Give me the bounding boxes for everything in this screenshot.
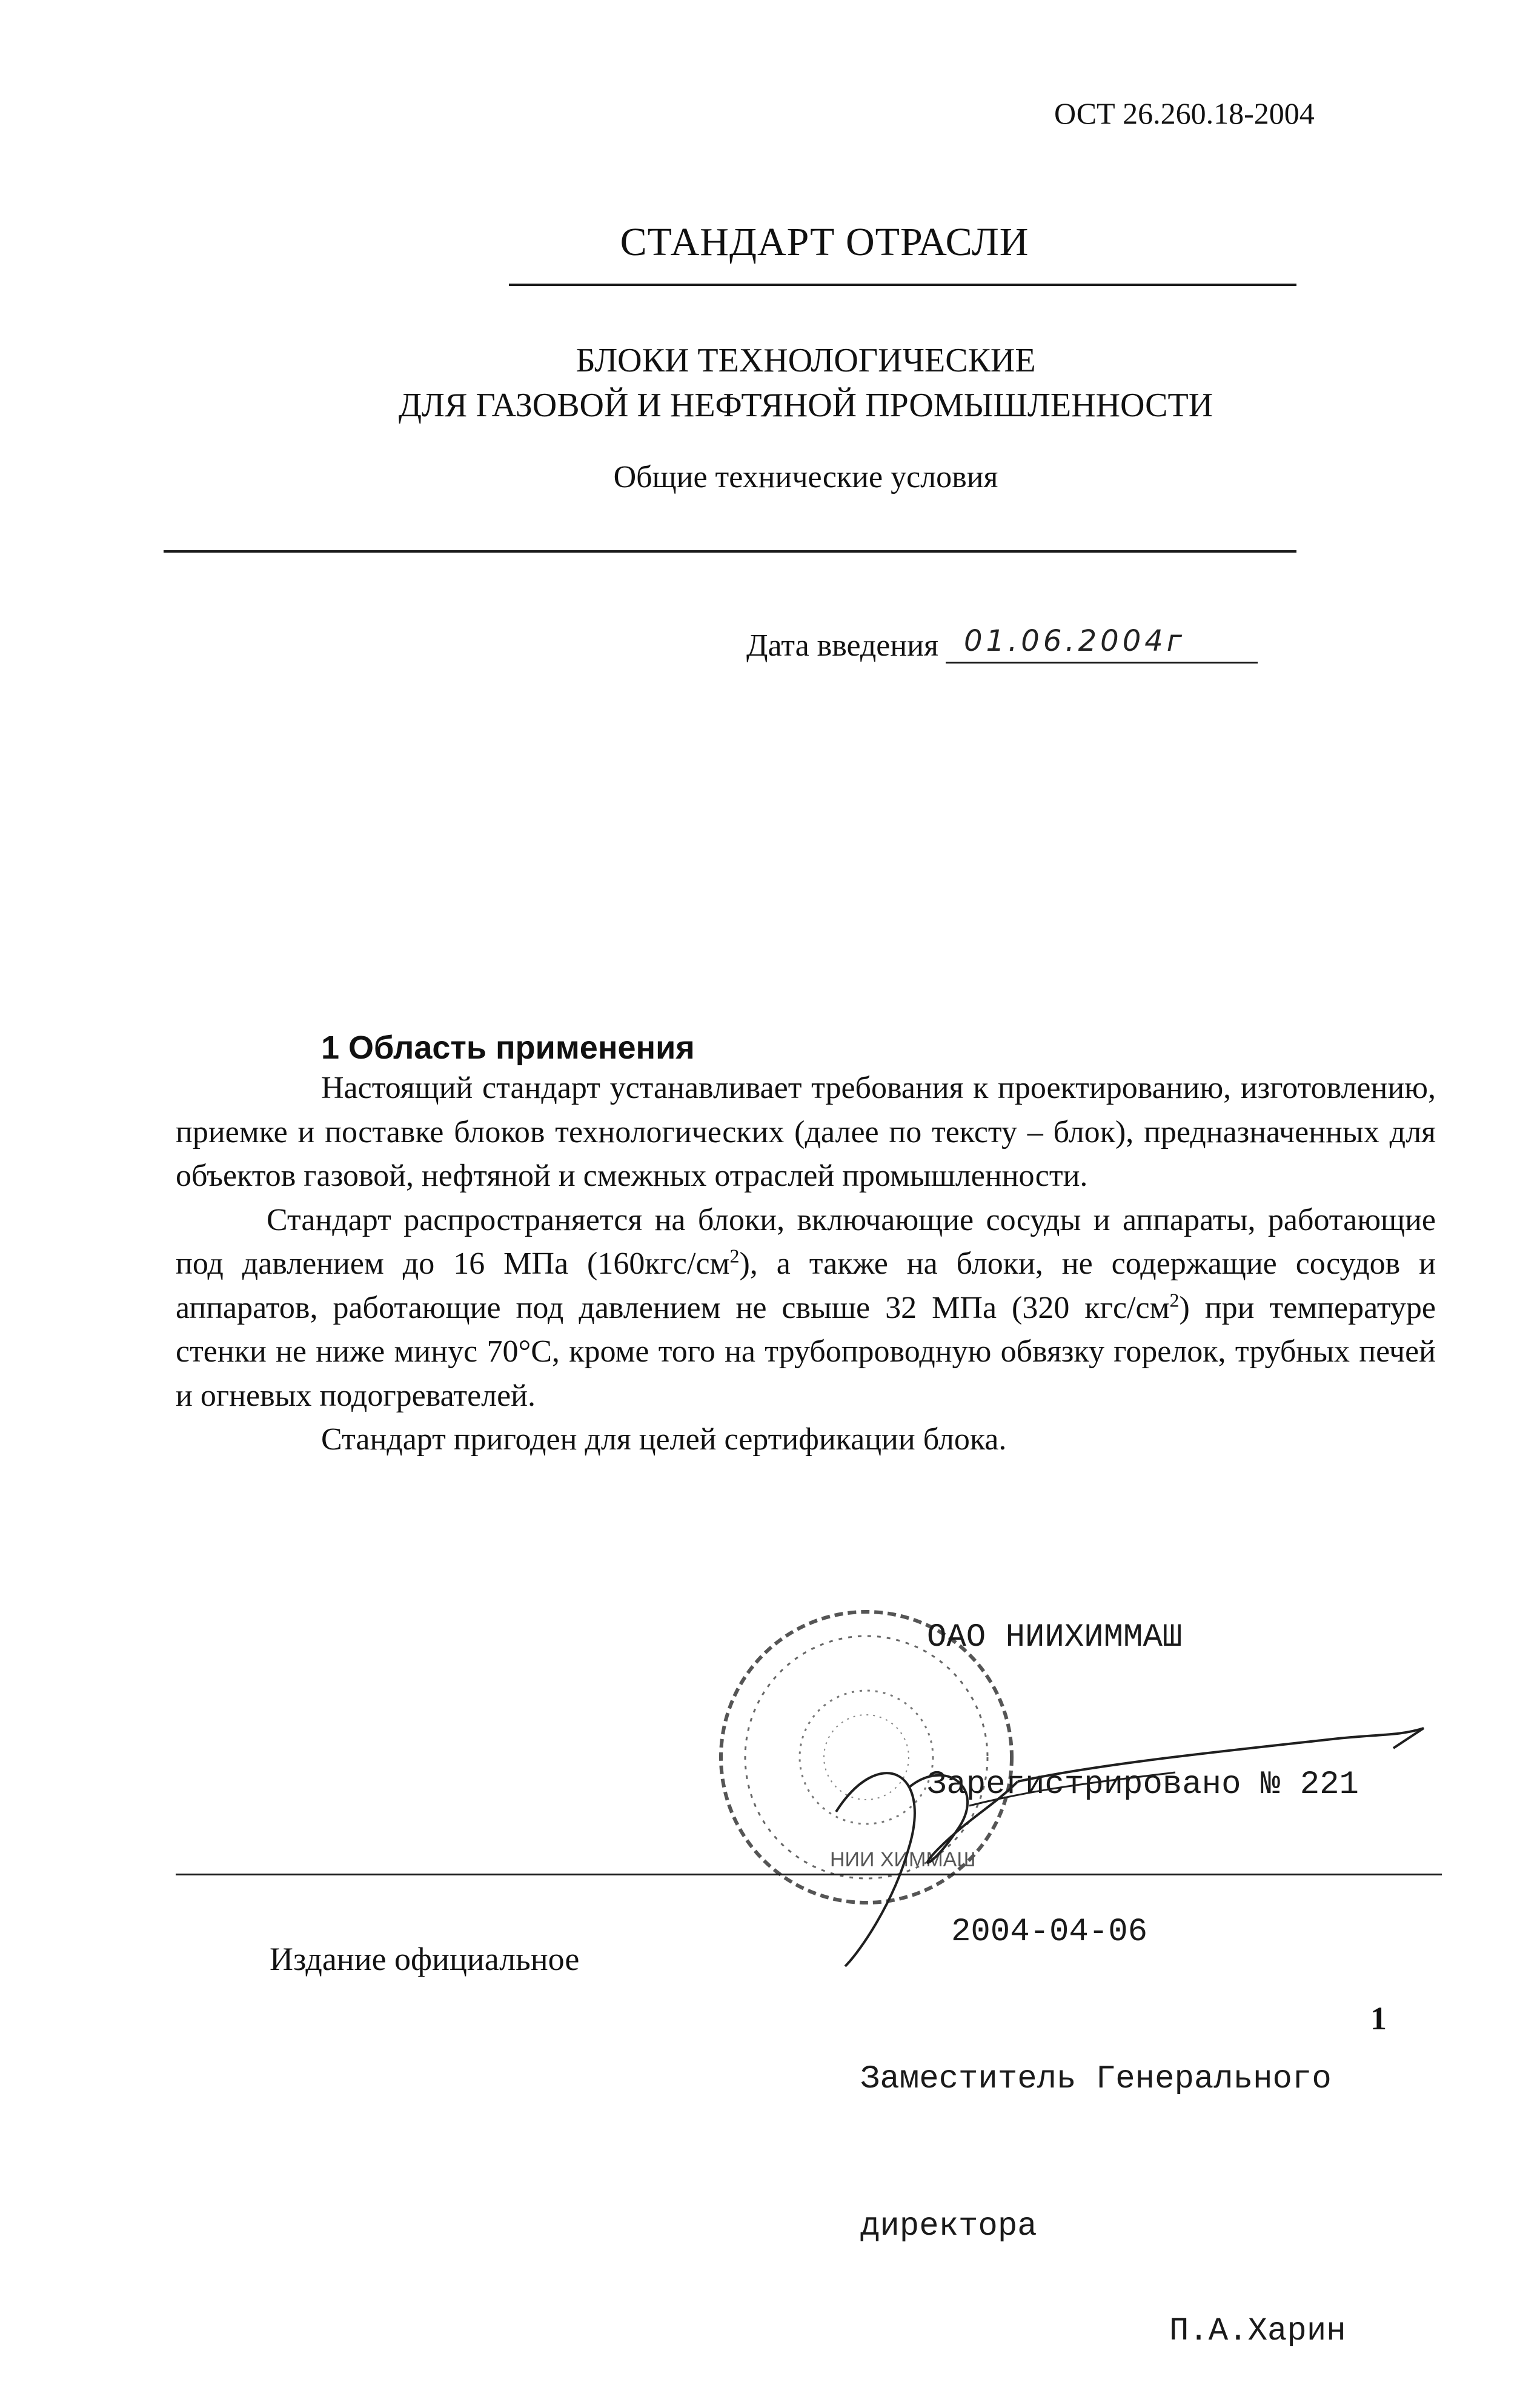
section-1-heading: 1 Область применения [321, 1030, 695, 1066]
registration-signatory: П.А.Харин [1169, 2313, 1346, 2350]
title-rule [509, 284, 1296, 286]
registration-date: 2004-04-06 [951, 1914, 1148, 1951]
registration-number: Зарегистрировано № 221 [927, 1766, 1359, 1803]
edition-label: Издание официальное [270, 1941, 580, 1977]
standard-subtitle: Общие технические условия [613, 460, 998, 494]
paragraph-applicability-part-b: ), а также на блоки, не содержащие сосудов и аппаратов, работающие под давлением не свыше 32 МПа (320 кгс/см [176, 1246, 1436, 1325]
paragraph-certification: Стандарт пригоден для целей сертификации блока. [321, 1422, 1007, 1457]
registration-position-line-1: Заместитель Генерального [860, 2061, 1332, 2098]
registration-organization: ОАО НИИХИММАШ [927, 1619, 1183, 1656]
document-code: ОСТ 26.260.18-2004 [1054, 96, 1315, 130]
paragraph-applicability-part-c: ) при температуре стенки не ниже минус 70°С, кроме того на трубопроводную обвязку горелок, трубных печей и огневых подогревателей. [176, 1290, 1436, 1413]
superscript-2a: 2 [729, 1245, 740, 1267]
standard-name-line-2: ДЛЯ ГАЗОВОЙ И НЕФТЯНОЙ ПРОМЫШЛЕННОСТИ [398, 387, 1213, 424]
introduction-date-handwritten: 01.06.2004г [963, 624, 1186, 658]
superscript-2b: 2 [1169, 1289, 1180, 1311]
introduction-date-field [946, 624, 1258, 664]
section-1-body [176, 1066, 1436, 1462]
handwritten-signature [788, 1691, 1454, 1969]
introduction-date-label: Дата введения [746, 628, 938, 663]
standard-name-line-1: БЛОКИ ТЕХНОЛОГИЧЕСКИЕ [576, 342, 1036, 379]
standard-name [182, 338, 1430, 428]
paragraph-scope: Настоящий стандарт устанавливает требования к проектированию, изготовлению, приемке и поставке блоков технологических (далее по тексту – блок), предназначенных для объектов газовой, нефтяной и смежных отраслей промышленности. [176, 1071, 1436, 1193]
introduction-date-row [746, 624, 1258, 664]
footer-rule [176, 1874, 1442, 1875]
page-number: 1 [1370, 2000, 1387, 2037]
paragraph-applicability [176, 1199, 1436, 1419]
registration-position-line-2: директора [860, 2208, 1037, 2245]
standard-type-title: СТАНДАРТ ОТРАСЛИ [620, 220, 1029, 264]
paragraph-applicability-part-a: Стандарт распространяется на блоки, включающие сосуды и аппараты, работающие под давлением до 16 МПа (160кгс/см [176, 1202, 1436, 1281]
stamp-text: НИИ ХИММАШ [830, 1848, 976, 1871]
subtitle-rule [164, 550, 1296, 553]
